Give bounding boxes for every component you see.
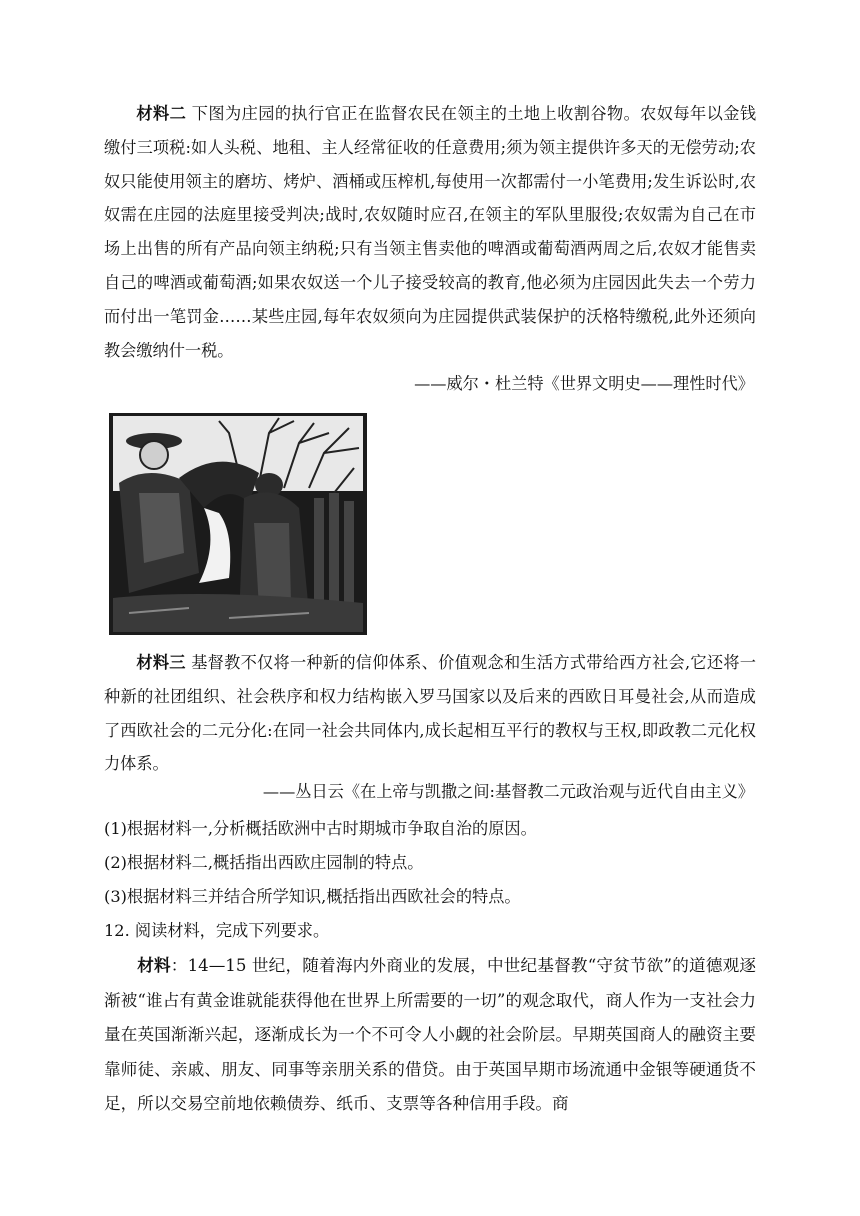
- material-3-text: 基督教不仅将一种新的信仰体系、价值观念和生活方式带给西方社会,它还将一种新的社团组织、社会秩序和权力结构嵌入罗马国家以及后来的西欧日耳曼社会,从而造成了西欧社会的二元分化:在同一社会共同体内,成长起相互平行的教权与王权,即政教二元化权力体系。: [104, 653, 756, 774]
- question-3: (3)根据材料三并结合所学知识,概括指出西欧社会的特点。: [104, 887, 521, 906]
- question-12-material-text: ：14—15 世纪，随着海内外商业的发展，中世纪基督教“守贫节欲”的道德观逐渐被“谁占有黄金谁就能获得他在世界上所需要的一切”的观念取代，商人作为一支社会力量在英国渐渐兴起，逐渐成长为一个不可令人小觑的社会阶层。早期英国商人的融资主要靠师徒、亲戚、朋友、同事等亲朋关系的借贷。由于英国早期市场流通中金银等硬通货不足，所以交易空前地依赖债券、纸币、支票等各种信用手段。商: [104, 956, 756, 1114]
- material-2-source: ——威尔・杜兰特《世界文明史——理性时代》: [414, 374, 754, 393]
- question-12-material-label: 材料: [137, 955, 171, 975]
- woodcut-harvest-illustration: [109, 413, 367, 635]
- material-3-label: 材料三: [136, 653, 186, 672]
- question-12-material: [104, 948, 756, 1122]
- material-3-source: ——丛日云《在上帝与凯撒之间:基督教二元政治观与近代自由主义》: [262, 782, 754, 801]
- material-2-label: 材料二: [136, 104, 187, 123]
- material-2-text: 下图为庄园的执行官正在监督农民在领主的土地上收割谷物。农奴每年以金钱缴付三项税:如人头税、地租、主人经常征收的任意费用;须为领主提供许多天的无偿劳动;农奴只能使用领主的磨坊、烤炉、酒桶或压榨机,每使用一次都需付一小笔费用;发生诉讼时,农奴需在庄园的法庭里接受判决;战时,农奴随时应召,在领主的军队里服役;农奴需为自己在市场上出售的所有产品向领主纳税;只有当领主售卖他的啤酒或葡萄酒两周之后,农奴才能售卖自己的啤酒或葡萄酒;如果农奴送一个儿子接受较高的教育,他必须为庄园因此失去一个劳力而付出一笔罚金……某些庄园,每年农奴须向为庄园提供武装保护的沃格特缴税,此外还须向教会缴纳什一税。: [104, 104, 757, 360]
- material-2-paragraph: [104, 97, 756, 367]
- question-1: (1)根据材料一,分析概括欧洲中古时期城市争取自治的原因。: [104, 819, 537, 838]
- material-3-paragraph: [104, 646, 756, 781]
- question-2: (2)根据材料二,概括指出西欧庄园制的特点。: [104, 853, 424, 872]
- question-12-title: 12. 阅读材料，完成下列要求。: [104, 921, 330, 940]
